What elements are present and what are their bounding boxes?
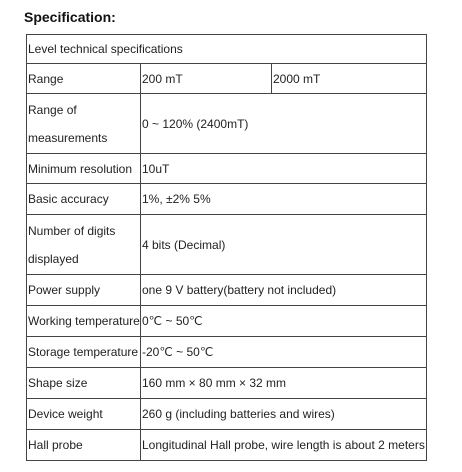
row-label: Storage temperature xyxy=(27,337,141,368)
table-row xyxy=(27,64,427,94)
row-value: 160 mm × 80 mm × 32 mm xyxy=(141,368,427,399)
row-value: 0 ~ 120% (2400mT) xyxy=(141,94,427,154)
table-row xyxy=(27,184,427,215)
row-value: 1%, ±2% 5% xyxy=(141,184,427,215)
row-label: Range xyxy=(27,64,141,94)
row-label: Device weight xyxy=(27,399,141,430)
table-header-row xyxy=(27,35,427,64)
row-label: Hall probe xyxy=(27,430,141,461)
row-label: Range of measurements xyxy=(27,94,141,154)
row-value: 2000 mT xyxy=(272,64,427,94)
row-label: Shape size xyxy=(27,368,141,399)
page-title: Specification: xyxy=(24,9,116,25)
row-value: 260 g (including batteries and wires) xyxy=(141,399,427,430)
table-row xyxy=(27,215,427,275)
table-row xyxy=(27,306,427,337)
row-value: 4 bits (Decimal) xyxy=(141,215,427,275)
table-row xyxy=(27,430,427,461)
row-label: Number of digits displayed xyxy=(27,215,141,275)
table-row xyxy=(27,275,427,306)
specification-table xyxy=(26,34,427,461)
table-row xyxy=(27,337,427,368)
table-row xyxy=(27,368,427,399)
row-label: Minimum resolution xyxy=(27,154,141,184)
table-row xyxy=(27,94,427,154)
row-value: 0℃ ~ 50℃ xyxy=(141,306,427,337)
row-value: Longitudinal Hall probe, wire length is about 2 meters xyxy=(141,430,427,461)
row-value: -20℃ ~ 50℃ xyxy=(141,337,427,368)
row-value: 10uT xyxy=(141,154,427,184)
row-label: Basic accuracy xyxy=(27,184,141,215)
row-value: one 9 V battery(battery not included) xyxy=(141,275,427,306)
table-row xyxy=(27,154,427,184)
row-label: Power supply xyxy=(27,275,141,306)
row-label: Working temperature xyxy=(27,306,141,337)
row-value: 200 mT xyxy=(141,64,272,94)
table-row xyxy=(27,399,427,430)
table-header-cell: Level technical specifications xyxy=(27,35,427,64)
